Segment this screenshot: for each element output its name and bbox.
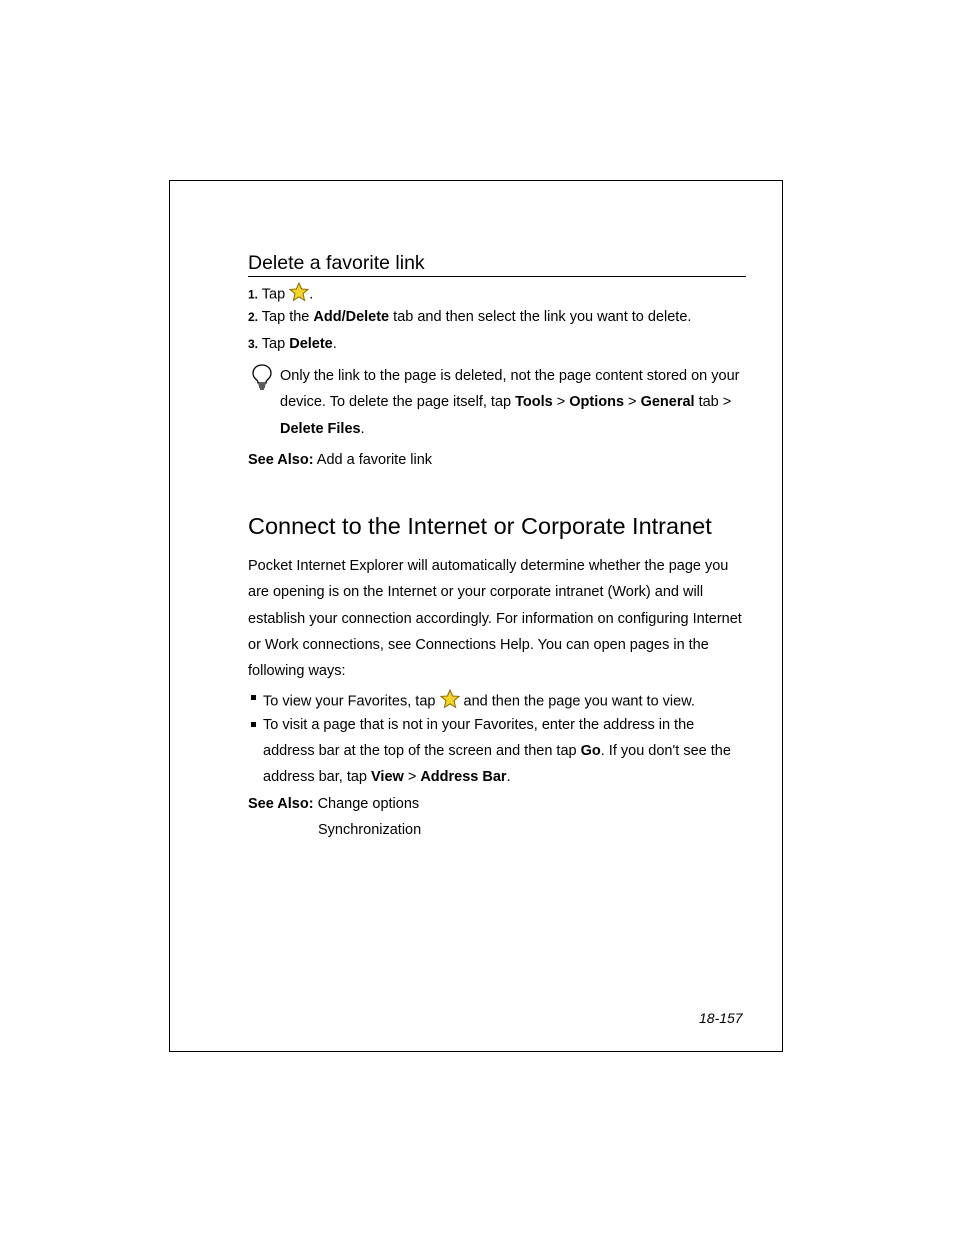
step-2: 2. Tap the Add/Delete tab and then select the link you want to delete.: [248, 309, 692, 325]
see-also-link-synchronization[interactable]: Synchronization: [318, 822, 422, 838]
para-line-3: establish your connection accordingly. For information on configuring Internet: [248, 611, 742, 627]
see-also-link-change-options[interactable]: Change options: [317, 796, 420, 812]
bullet-marker: [251, 722, 256, 727]
see-also-1: See Also: Add a favorite link: [248, 452, 433, 468]
para-line-5: following ways:: [248, 663, 346, 679]
heading-rule: [248, 276, 746, 277]
bullet-marker: [251, 695, 256, 700]
step-3: 3. Tap Delete.: [248, 336, 337, 352]
step-1: 1. Tap .: [248, 282, 313, 307]
bullet-favorites: To view your Favorites, tap and then the page you want to view.: [263, 689, 695, 714]
favorites-star-icon[interactable]: [440, 689, 460, 714]
favorites-star-icon[interactable]: [289, 282, 309, 307]
bullet-visit-line-1: To visit a page that is not in your Favorites, enter the address in the: [263, 717, 695, 733]
see-also-link-add-favorite[interactable]: Add a favorite link: [316, 452, 433, 468]
section-heading-connect: Connect to the Internet or Corporate Intranet: [248, 513, 712, 539]
see-also-2: See Also: Change options: [248, 796, 420, 812]
bullet-visit-line-2: address bar at the top of the screen and then tap Go. If you don't see the: [263, 743, 731, 759]
para-line-4: or Work connections, see Connections Help. You can open pages in the: [248, 637, 709, 653]
para-line-2: are opening is on the Internet or your corporate intranet (Work) and will: [248, 584, 704, 600]
note-line-2: device. To delete the page itself, tap Tools > Options > General tab >: [280, 394, 732, 410]
note-line-1: Only the link to the page is deleted, not the page content stored on your: [280, 368, 740, 384]
page-number: 18-157: [699, 1010, 743, 1026]
bullet-visit-line-3: address bar, tap View > Address Bar.: [263, 769, 511, 785]
note-line-3: Delete Files.: [280, 421, 365, 437]
lightbulb-icon: [251, 363, 273, 396]
section-heading-delete-favorite: Delete a favorite link: [248, 252, 425, 274]
para-line-1: Pocket Internet Explorer will automatically determine whether the page you: [248, 558, 729, 574]
